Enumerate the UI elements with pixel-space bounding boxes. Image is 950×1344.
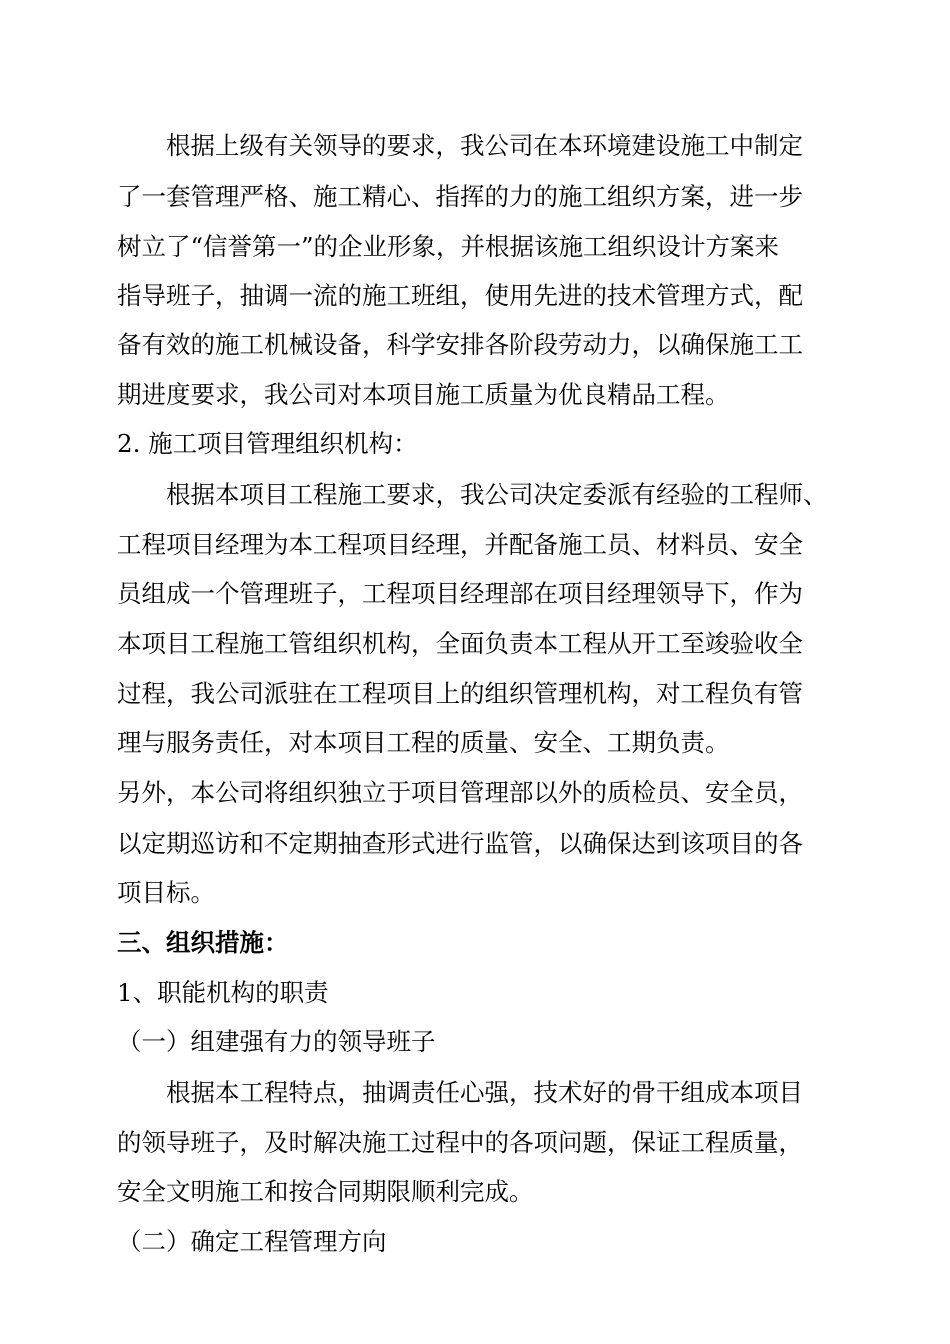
paragraph-line: 根据本项目工程施工要求，我公司决定委派有经验的工程师、 <box>166 480 828 509</box>
section-heading: 2. 施工项目管理组织机构： <box>117 429 418 458</box>
paragraph-line: 工程项目经理为本工程项目经理，并配备施工员、材料员、安全 <box>117 530 803 559</box>
subsection-heading: （一）组建强有力的领导班子 <box>117 1027 436 1056</box>
paragraph-line: 指导班子，抽调一流的施工班组，使用先进的技术管理方式，配 <box>117 281 803 310</box>
paragraph-line: 安全文明施工和按合同期限顺利完成。 <box>117 1177 534 1206</box>
paragraph-line: 本项目工程施工管组织机构，全面负责本工程从开工至竣验收全 <box>117 629 803 658</box>
paragraph-line: 项目标。 <box>117 878 215 907</box>
paragraph-line: 根据本工程特点，抽调责任心强，技术好的骨干组成本项目 <box>166 1078 803 1107</box>
paragraph-line: 树立了“信誉第一”的企业形象，并根据该施工组织设计方案来 <box>117 232 780 261</box>
paragraph-line: 过程，我公司派驻在工程项目上的组织管理机构，对工程负有管 <box>117 679 803 708</box>
paragraph-line: 备有效的施工机械设备，科学安排各阶段劳动力，以确保施工工 <box>117 330 803 359</box>
paragraph-line: 期进度要求，我公司对本项目施工质量为优良精品工程。 <box>117 380 730 409</box>
paragraph-line: 以定期巡访和不定期抽查形式进行监管，以确保达到该项目的各 <box>117 829 803 858</box>
paragraph-line: 了一套管理严格、施工精心、指挥的力的施工组织方案，进一步 <box>117 182 803 211</box>
subsection-heading: 1、职能机构的职责 <box>117 978 329 1007</box>
paragraph-line: 根据上级有关领导的要求，我公司在本环境建设施工中制定 <box>166 131 803 160</box>
paragraph-line: 理与服务责任，对本项目工程的质量、安全、工期负责。 <box>117 728 730 757</box>
paragraph-line: 员组成一个管理班子，工程项目经理部在项目经理领导下，作为 <box>117 579 803 608</box>
subsection-heading: （二）确定工程管理方向 <box>117 1227 387 1256</box>
section-heading: 三、组织措施： <box>117 928 289 957</box>
paragraph-line: 另外，本公司将组织独立于项目管理部以外的质检员、安全员， <box>117 778 803 807</box>
paragraph-line: 的领导班子，及时解决施工过程中的各项问题，保证工程质量， <box>117 1128 803 1157</box>
